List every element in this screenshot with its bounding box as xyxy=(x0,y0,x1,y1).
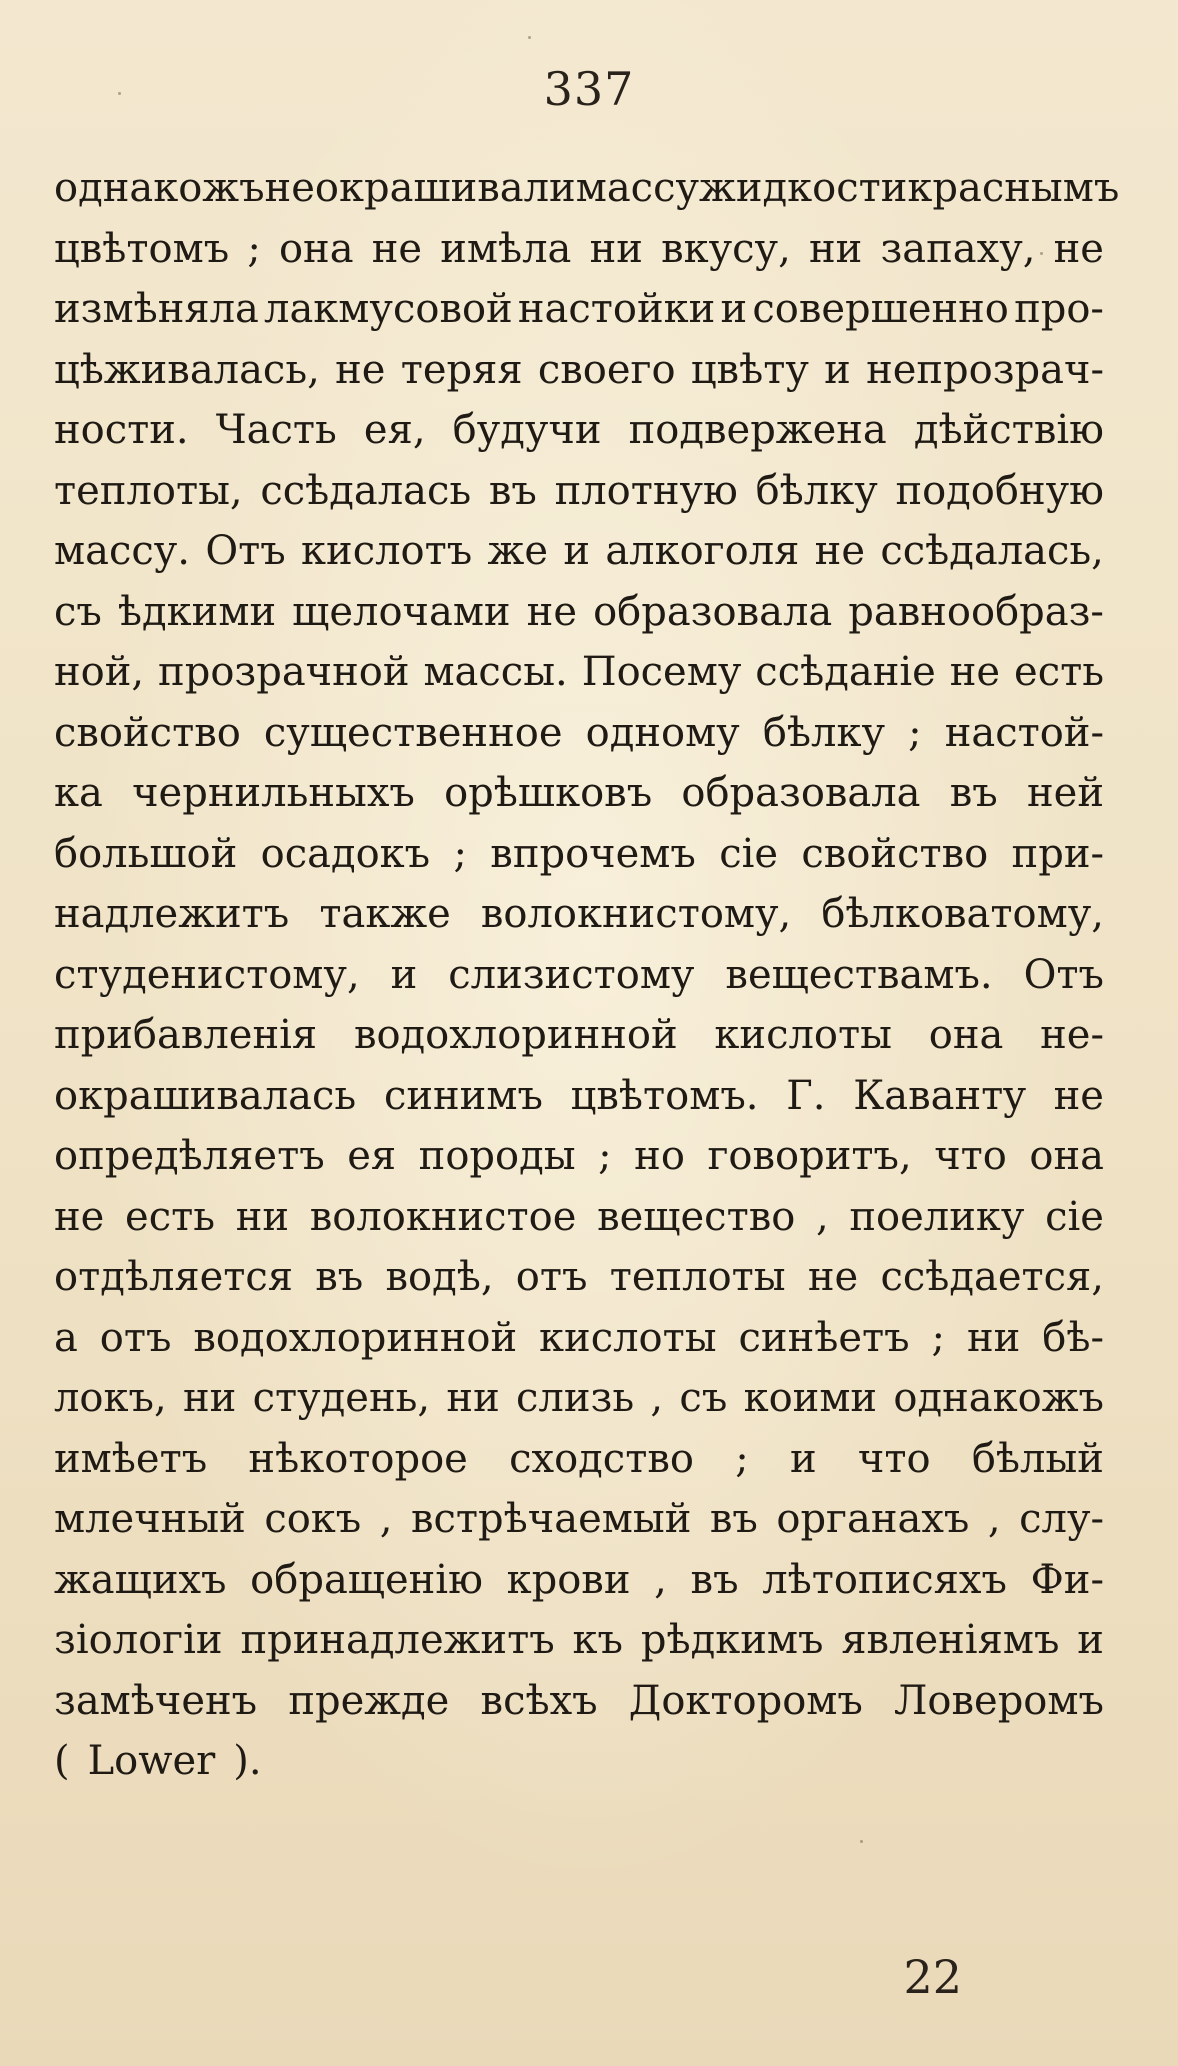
word: органахъ xyxy=(776,1496,970,1542)
word: Часть xyxy=(215,407,337,453)
word: Отъ xyxy=(205,528,286,574)
word: сокъ xyxy=(264,1496,362,1542)
word: Lower xyxy=(87,1738,216,1784)
word: Г. xyxy=(786,1072,826,1119)
word: сіе xyxy=(719,830,779,877)
word: цвѣту xyxy=(690,346,809,393)
word: ности. xyxy=(54,407,189,453)
word: одному xyxy=(585,709,740,756)
word: ; xyxy=(247,225,261,272)
word: принадлежитъ xyxy=(240,1617,555,1663)
word: свойство xyxy=(801,830,989,877)
word: слизистому xyxy=(448,951,695,998)
word: бѣлый xyxy=(971,1435,1104,1482)
word: измѣняла xyxy=(54,286,259,332)
word: ея, xyxy=(363,407,426,453)
word: ѣдкими xyxy=(117,588,277,635)
signature-mark: 22 xyxy=(903,1950,962,2004)
word: ; xyxy=(908,709,922,756)
word: , xyxy=(379,1496,393,1542)
word: однакожъ xyxy=(54,165,265,211)
page-number: 337 xyxy=(543,62,635,116)
text-line xyxy=(54,1731,1104,1792)
word: слизь xyxy=(516,1375,635,1421)
word: что xyxy=(934,1133,1007,1179)
word: не xyxy=(526,588,577,635)
word: синѣетъ xyxy=(738,1314,910,1361)
text-line xyxy=(54,1610,1104,1671)
word: окрашивалась xyxy=(54,1072,357,1119)
word: не xyxy=(807,1254,859,1300)
word: въ xyxy=(315,1254,364,1300)
word: съ xyxy=(54,588,102,635)
word: ея xyxy=(347,1133,397,1179)
word: плотную xyxy=(554,467,738,514)
word: краснымъ xyxy=(907,165,1120,211)
word: въ xyxy=(690,1556,739,1603)
word: кислотъ xyxy=(301,528,473,574)
word: , xyxy=(815,1193,829,1240)
word: всѣхъ xyxy=(480,1677,598,1724)
word: массы. xyxy=(423,649,568,695)
word: ка xyxy=(54,770,103,816)
paper-speck xyxy=(1040,252,1043,255)
text-line xyxy=(54,945,1104,1006)
word: ссѣданіе xyxy=(755,649,936,695)
word: также xyxy=(319,891,451,937)
word: будучи xyxy=(452,407,602,453)
word: крови xyxy=(506,1556,631,1603)
word: не xyxy=(1053,225,1104,272)
text-line xyxy=(54,763,1104,824)
word: не xyxy=(949,649,1001,695)
word: бѣлку xyxy=(762,709,885,756)
word: щелочами xyxy=(292,588,511,635)
word: массу. xyxy=(54,528,191,574)
paper-speck xyxy=(118,92,121,95)
word: ; xyxy=(735,1435,749,1482)
word: есть xyxy=(1014,649,1104,695)
text-line xyxy=(54,340,1104,401)
word: Фи- xyxy=(1030,1556,1104,1603)
word: равнообраз- xyxy=(848,588,1104,635)
paper-speck xyxy=(860,1840,863,1843)
text-line xyxy=(54,1429,1104,1490)
word: Докторомъ xyxy=(628,1677,863,1724)
word: водохлоринной xyxy=(193,1314,518,1361)
word: ней xyxy=(1027,770,1104,816)
text-line xyxy=(54,582,1104,643)
word: съ xyxy=(679,1375,728,1421)
text-line xyxy=(54,642,1104,703)
word: ). xyxy=(233,1738,262,1784)
word: чернильныхъ xyxy=(132,770,415,816)
word: и xyxy=(563,528,590,574)
word: не xyxy=(371,225,423,272)
text-line xyxy=(54,461,1104,522)
word: , xyxy=(650,1375,664,1421)
word: про- xyxy=(1014,286,1104,332)
word: ; xyxy=(453,830,467,877)
word: студень, xyxy=(252,1375,431,1421)
word: ссѣдалась, xyxy=(880,528,1104,574)
word: есть xyxy=(125,1193,216,1240)
word: замѣченъ xyxy=(54,1677,258,1724)
word: , xyxy=(654,1556,667,1603)
word: при- xyxy=(1011,830,1104,877)
word: массу xyxy=(575,165,700,211)
word: волокнистое xyxy=(309,1193,577,1240)
word: запаху, xyxy=(880,225,1036,272)
word: теряя xyxy=(400,346,523,393)
word: Кавантy xyxy=(853,1072,1026,1119)
word: имѣла xyxy=(440,225,572,272)
word: вещество xyxy=(597,1193,796,1240)
word: ни xyxy=(589,225,643,272)
text-line xyxy=(54,884,1104,945)
word: образовала xyxy=(681,770,921,816)
word: подобную xyxy=(895,467,1104,514)
word: нѣкоторое xyxy=(248,1435,468,1482)
word: Отъ xyxy=(1023,951,1104,998)
word: цвѣтомъ. xyxy=(570,1072,759,1119)
word: опредѣляетъ xyxy=(54,1133,325,1179)
word: же xyxy=(487,528,548,574)
word: не xyxy=(1053,1072,1104,1119)
word: отъ xyxy=(99,1314,172,1361)
word: настой- xyxy=(944,709,1104,756)
word: ни xyxy=(235,1193,290,1240)
text-line xyxy=(54,219,1104,280)
word: прибавленія xyxy=(54,1012,318,1058)
word: цѣживалась, xyxy=(54,346,320,393)
word: водохлоринной xyxy=(353,1012,678,1058)
word: настойки xyxy=(517,286,716,332)
text-line xyxy=(54,279,1104,340)
text-line xyxy=(54,703,1104,764)
word: не xyxy=(264,165,315,211)
word: ( xyxy=(54,1738,70,1784)
word: бѣ- xyxy=(1042,1314,1104,1361)
word: не xyxy=(335,346,386,393)
text-line xyxy=(54,1308,1104,1369)
word: и xyxy=(390,951,418,998)
word: и xyxy=(789,1435,817,1482)
word: поелику xyxy=(849,1193,1025,1240)
text-line xyxy=(54,521,1104,582)
word: зіологіи xyxy=(54,1617,223,1663)
word: непрозрач- xyxy=(866,346,1104,393)
word: и xyxy=(1077,1617,1104,1663)
word: млечный xyxy=(54,1496,246,1542)
word: подвержена xyxy=(628,407,887,453)
word: образовала xyxy=(593,588,833,635)
word: ; xyxy=(931,1314,946,1361)
word: въ xyxy=(488,467,537,514)
word: локъ, xyxy=(54,1375,167,1421)
word: теплоты, xyxy=(54,467,243,514)
word: ни xyxy=(446,1375,500,1421)
word: она xyxy=(1029,1133,1104,1179)
text-line xyxy=(54,1247,1104,1308)
word: вкусу, xyxy=(661,225,791,272)
word: цвѣтомъ xyxy=(54,225,230,272)
paper-speck xyxy=(528,36,531,39)
word: орѣшковъ xyxy=(444,770,653,816)
text-line xyxy=(54,1550,1104,1611)
word: бѣлку xyxy=(755,467,878,514)
word: въ xyxy=(709,1496,758,1542)
text-line xyxy=(54,824,1104,885)
text-line xyxy=(54,1005,1104,1066)
word: обращенію xyxy=(250,1556,483,1603)
word: говоритъ, xyxy=(707,1133,912,1179)
word: она xyxy=(928,1012,1004,1058)
word: своего xyxy=(537,346,676,393)
word: она xyxy=(278,225,354,272)
word: и xyxy=(720,286,748,332)
word: ни xyxy=(808,225,863,272)
word: совершенно xyxy=(752,286,1009,332)
text-line xyxy=(54,400,1104,461)
word: ни xyxy=(966,1314,1021,1361)
word: рѣдкимъ xyxy=(640,1617,824,1663)
word: волокнистому, xyxy=(480,891,792,937)
word: не- xyxy=(1040,1012,1104,1058)
word: а xyxy=(54,1314,78,1361)
text-line xyxy=(54,1187,1104,1248)
body-text xyxy=(54,158,1120,1792)
word: отдѣляется xyxy=(54,1254,294,1300)
text-line xyxy=(54,1489,1104,1550)
word: Ловеромъ xyxy=(894,1677,1104,1724)
word: свойство xyxy=(54,709,241,756)
word: кислоты xyxy=(539,1314,717,1361)
word: окрашивали xyxy=(314,165,576,211)
word: въ xyxy=(949,770,998,816)
word: дѣйствію xyxy=(913,407,1104,453)
word: имѣетъ xyxy=(54,1435,208,1482)
word: къ xyxy=(572,1617,623,1663)
text-line xyxy=(54,1368,1104,1429)
word: однакожъ xyxy=(893,1375,1104,1421)
word: синимъ xyxy=(383,1072,543,1119)
word: бѣлковатому, xyxy=(821,891,1104,937)
word: сіе xyxy=(1045,1193,1104,1240)
word: кислоты xyxy=(714,1012,892,1058)
word: и xyxy=(824,346,851,393)
word: студенистому, xyxy=(54,951,360,998)
word: отъ xyxy=(515,1254,588,1300)
word: Посему xyxy=(581,649,742,695)
word: что xyxy=(857,1435,931,1482)
word: но xyxy=(634,1133,685,1179)
word: ссѣдается, xyxy=(880,1254,1104,1300)
text-line xyxy=(54,1066,1104,1127)
word: лѣтописяхъ xyxy=(762,1556,1007,1603)
text-line xyxy=(54,158,1120,219)
word: водѣ, xyxy=(385,1254,494,1300)
word: явленіямъ xyxy=(841,1617,1060,1663)
word: встрѣчаемый xyxy=(411,1496,692,1542)
word: ной, xyxy=(54,649,145,695)
word: теплоты xyxy=(609,1254,786,1300)
word: существенное xyxy=(263,709,563,756)
word: не xyxy=(814,528,866,574)
word: жидкости xyxy=(699,165,908,211)
word: ни xyxy=(182,1375,237,1421)
word: алкоголя xyxy=(605,528,800,574)
word: не xyxy=(54,1193,105,1240)
word: большой xyxy=(54,830,238,877)
word: осадокъ xyxy=(260,830,431,877)
word: породы xyxy=(418,1133,576,1179)
word: впрочемъ xyxy=(490,830,696,877)
word: коими xyxy=(743,1375,878,1421)
word: надлежитъ xyxy=(54,891,290,937)
word: , xyxy=(987,1496,1001,1542)
word: лакмусовой xyxy=(264,286,513,332)
text-line xyxy=(54,1671,1104,1732)
word: ссѣдалась xyxy=(260,467,472,514)
word: слу- xyxy=(1019,1496,1104,1542)
word: сходство xyxy=(509,1435,694,1482)
text-line xyxy=(54,1126,1104,1187)
word: прежде xyxy=(288,1677,450,1724)
word: ; xyxy=(598,1133,612,1179)
word: прозрачной xyxy=(158,649,410,695)
word: веществамъ. xyxy=(725,951,993,998)
word: жащихъ xyxy=(54,1556,227,1603)
